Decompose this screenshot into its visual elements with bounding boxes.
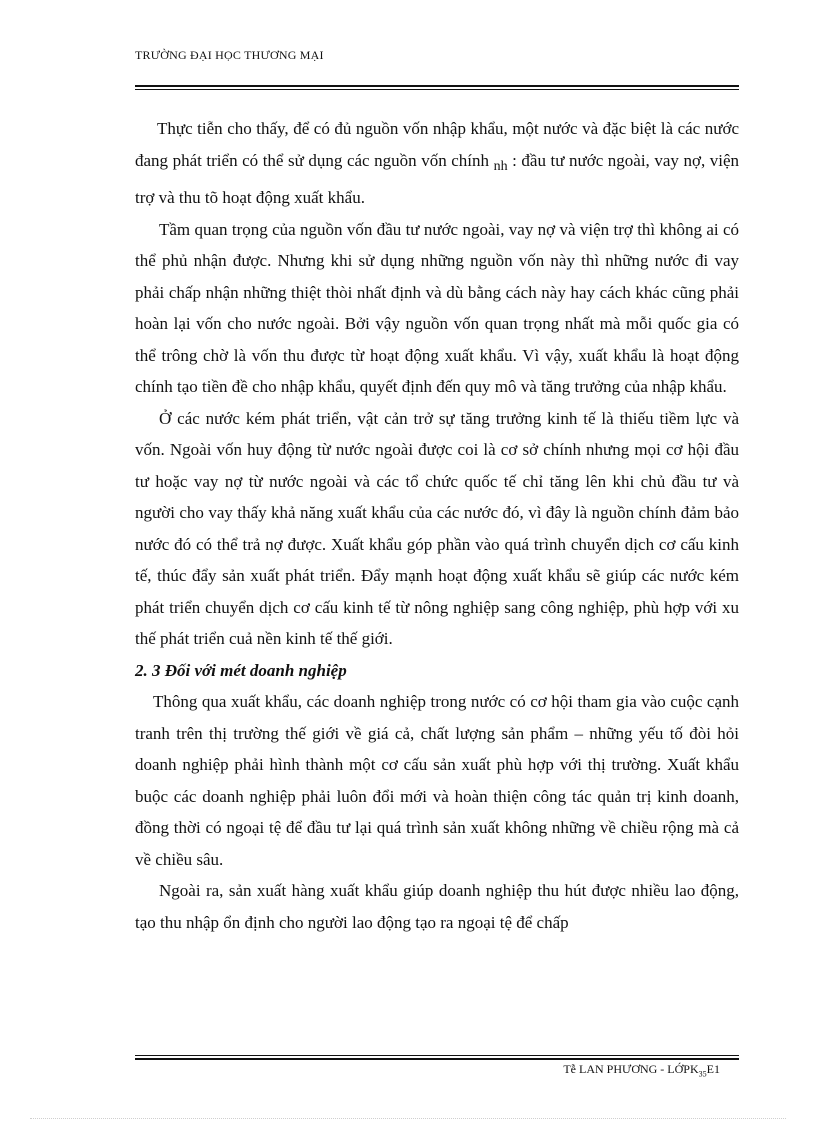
paragraph-text: Thực tiễn cho thấy, để có đủ nguồn vốn nhập khẩu, một nước và đặc biệt là các nước đang phát triển có thể sử dụng các nguồn vốn chính (135, 119, 739, 170)
footer-author-name: Tễ LAN PHƯƠNG - LỚPK (563, 1062, 699, 1076)
header-rule-thick (135, 85, 739, 87)
footer-class-number: 35 (698, 1069, 707, 1079)
footer-class-suffix: E1 (706, 1062, 720, 1076)
footer-rule-thin (135, 1055, 739, 1056)
paragraph-investment-importance: Tầm quan trọng của nguồn vốn đầu tư nước ngoài, vay nợ và viện trợ thì không ai có thể phủ nhận được. Nhưng khi sử dụng những nguồn vốn này thì những nước đi vay phải chấp nhận những thiệt thòi nhất định và dù bằng cách này hay cách khác cũng phải hoàn lại vốn cho nước ngoài. Bởi vậy nguồn vốn quan trọng nhất mà mỗi quốc gia có thể trông chờ là vốn thu được từ hoạt động xuất khẩu. Vì vậy, xuất khẩu là hoạt động chính tạo tiền đề cho nhập khẩu, quyết định đến quy mô và tăng trưởng của nhập khẩu. (135, 219, 739, 396)
paragraph-employment: Ngoài ra, sản xuất hàng xuất khẩu giúp doanh nghiệp thu hút được nhiều lao động, tạo thu nhập ổn định cho người lao động tạo ra ngoại tệ để chấp (135, 881, 739, 932)
footer-rule-thick (135, 1058, 739, 1060)
paragraph-developing-countries: Ở các nước kém phát triển, vật cản trở sự tăng trưởng kinh tế là thiếu tiềm lực và vốn. Ngoài vốn huy động từ nước ngoài được coi là cơ sở chính nhưng mọi cơ hội đầu tư hoặc vay nợ từ nước ngoài và các tổ chức quốc tế chỉ tăng lên khi chủ đầu tư và người cho vay thấy khả năng xuất khẩu của các nước đó, vì đây là nguồn chính đảm bảo nước đó có thể trả nợ được. Xuất khẩu góp phần vào quá trình chuyển dịch cơ cấu kinh tế, thúc đẩy sản xuất phát triển. Đẩy mạnh hoạt động xuất khẩu sẽ giúp các nước kém phát triển chuyển dịch cơ cấu kinh tế từ nông nghiệp sang công nghiệp, phù hợp với xu thế phát triển cuả nền kinh tế thế giới. (135, 408, 739, 648)
lowered-text: nh (493, 158, 508, 174)
page-edge-dotted-line (30, 1118, 786, 1119)
footer-author (563, 1062, 720, 1078)
page-body (135, 113, 739, 938)
paragraph-import-capital (135, 113, 739, 214)
paragraph-text: : đầu tư nước ngoài, vay nợ, viện trợ và thu tõ hoạt động xuất khẩu. (135, 150, 740, 207)
header-rule-thin (135, 89, 739, 90)
section-heading: 2. 3 Đối với mét doanh nghiệp (135, 660, 347, 680)
paragraph-business-competition: Thông qua xuất khẩu, các doanh nghiệp trong nước có cơ hội tham gia vào cuộc cạnh tranh trên thị trường thế giới về giá cả, chất lượng sản phẩm – những yếu tố đòi hỏi doanh nghiệp phải hình thành một cơ cấu sản xuất phù hợp với thị trường. Xuất khẩu buộc các doanh nghiệp phải luôn đổi mới và hoàn thiện công tác quản trị kinh doanh, đồng thời có ngoại tệ để đầu tư lại quá trình sản xuất không những về chiều rộng mà cả về chiều sâu. (135, 692, 739, 869)
header-title: TRƯỜNG ĐẠI HỌC THƯƠNG MẠI (135, 48, 324, 62)
